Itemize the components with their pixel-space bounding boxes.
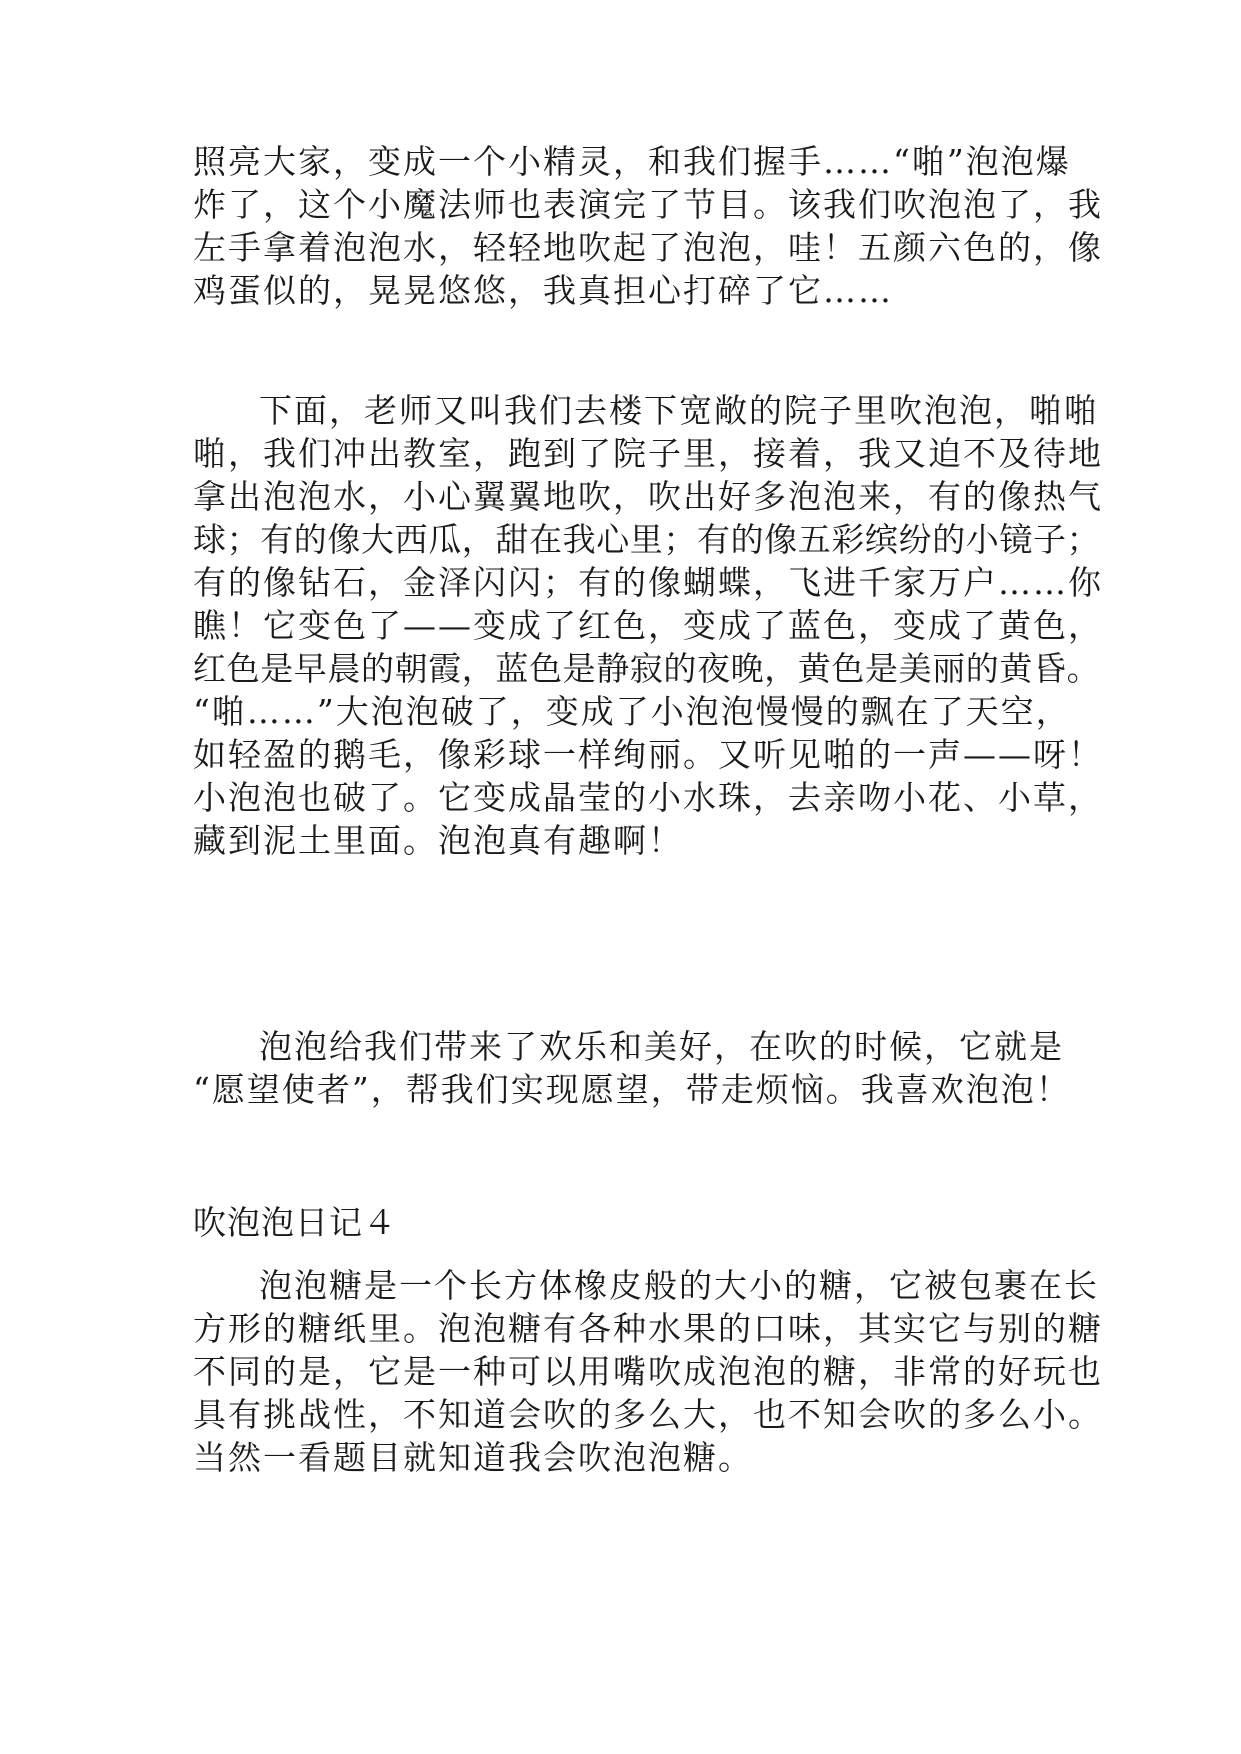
paragraph-closing (193, 1025, 1069, 1111)
text-line: 小泡泡也破了。它变成晶莹的小水珠，去亲吻小花、小草， (193, 778, 1103, 817)
text-line: 当然一看题目就知道我会吹泡泡糖。 (193, 1438, 753, 1477)
text-line: 不同的是，它是一种可以用嘴吹成泡泡的糖，非常的好玩也 (193, 1352, 1103, 1391)
text-line: 照亮大家，变成一个小精灵，和我们握手……“啪”泡泡爆 (193, 142, 1071, 181)
text-line: 具有挑战性，不知道会吹的多么大，也不知会吹的多么小。 (193, 1395, 1103, 1434)
text-line: 泡泡糖是一个长方体橡皮般的大小的糖，它被包裹在长 (259, 1266, 1099, 1305)
paragraph-gum (193, 1264, 1103, 1479)
text-line: 有的像钻石，金泽闪闪；有的像蝴蝶，飞进千家万户……你 (193, 563, 1103, 602)
text-line: 鸡蛋似的，晃晃悠悠，我真担心打碎了它…… (193, 271, 893, 310)
text-line: “愿望使者”，帮我们实现愿望，带走烦恼。我喜欢泡泡！ (193, 1070, 1071, 1109)
text-line: 瞧！它变色了——变成了红色，变成了蓝色，变成了黄色， (193, 606, 1103, 645)
paragraph-playground (193, 389, 1103, 862)
text-line: 如轻盈的鹅毛，像彩球一样绚丽。又听见啪的一声——呀！ (193, 735, 1103, 774)
text-line: “啪……”大泡泡破了，变成了小泡泡慢慢的飘在了天空， (193, 692, 1071, 731)
text-line: 左手拿着泡泡水，轻轻地吹起了泡泡，哇！五颜六色的，像 (193, 228, 1103, 267)
text-line: 下面，老师又叫我们去楼下宽敞的院子里吹泡泡，啪啪 (259, 391, 1099, 430)
text-line: 啪，我们冲出教室，跑到了院子里，接着，我又迫不及待地 (193, 434, 1103, 473)
paragraph-continuation (193, 140, 1103, 312)
text-line: 藏到泥土里面。泡泡真有趣啊！ (193, 821, 683, 860)
text-line: 炸了，这个小魔法师也表演完了节目。该我们吹泡泡了，我 (193, 185, 1103, 224)
section-title: 吹泡泡日记４ (193, 1203, 397, 1242)
text-line: 泡泡给我们带来了欢乐和美好，在吹的时候，它就是 (259, 1027, 1064, 1066)
text-line: 拿出泡泡水，小心翼翼地吹，吹出好多泡泡来，有的像热气 (193, 477, 1103, 516)
section-heading (193, 1201, 1069, 1244)
text-line: 球；有的像大西瓜，甜在我心里；有的像五彩缤纷的小镜子； (193, 520, 1101, 559)
text-line: 红色是早晨的朝霞，蓝色是静寂的夜晚，黄色是美丽的黄昏。 (193, 649, 1101, 688)
text-line: 方形的糖纸里。泡泡糖有各种水果的口味，其实它与别的糖 (193, 1309, 1103, 1348)
